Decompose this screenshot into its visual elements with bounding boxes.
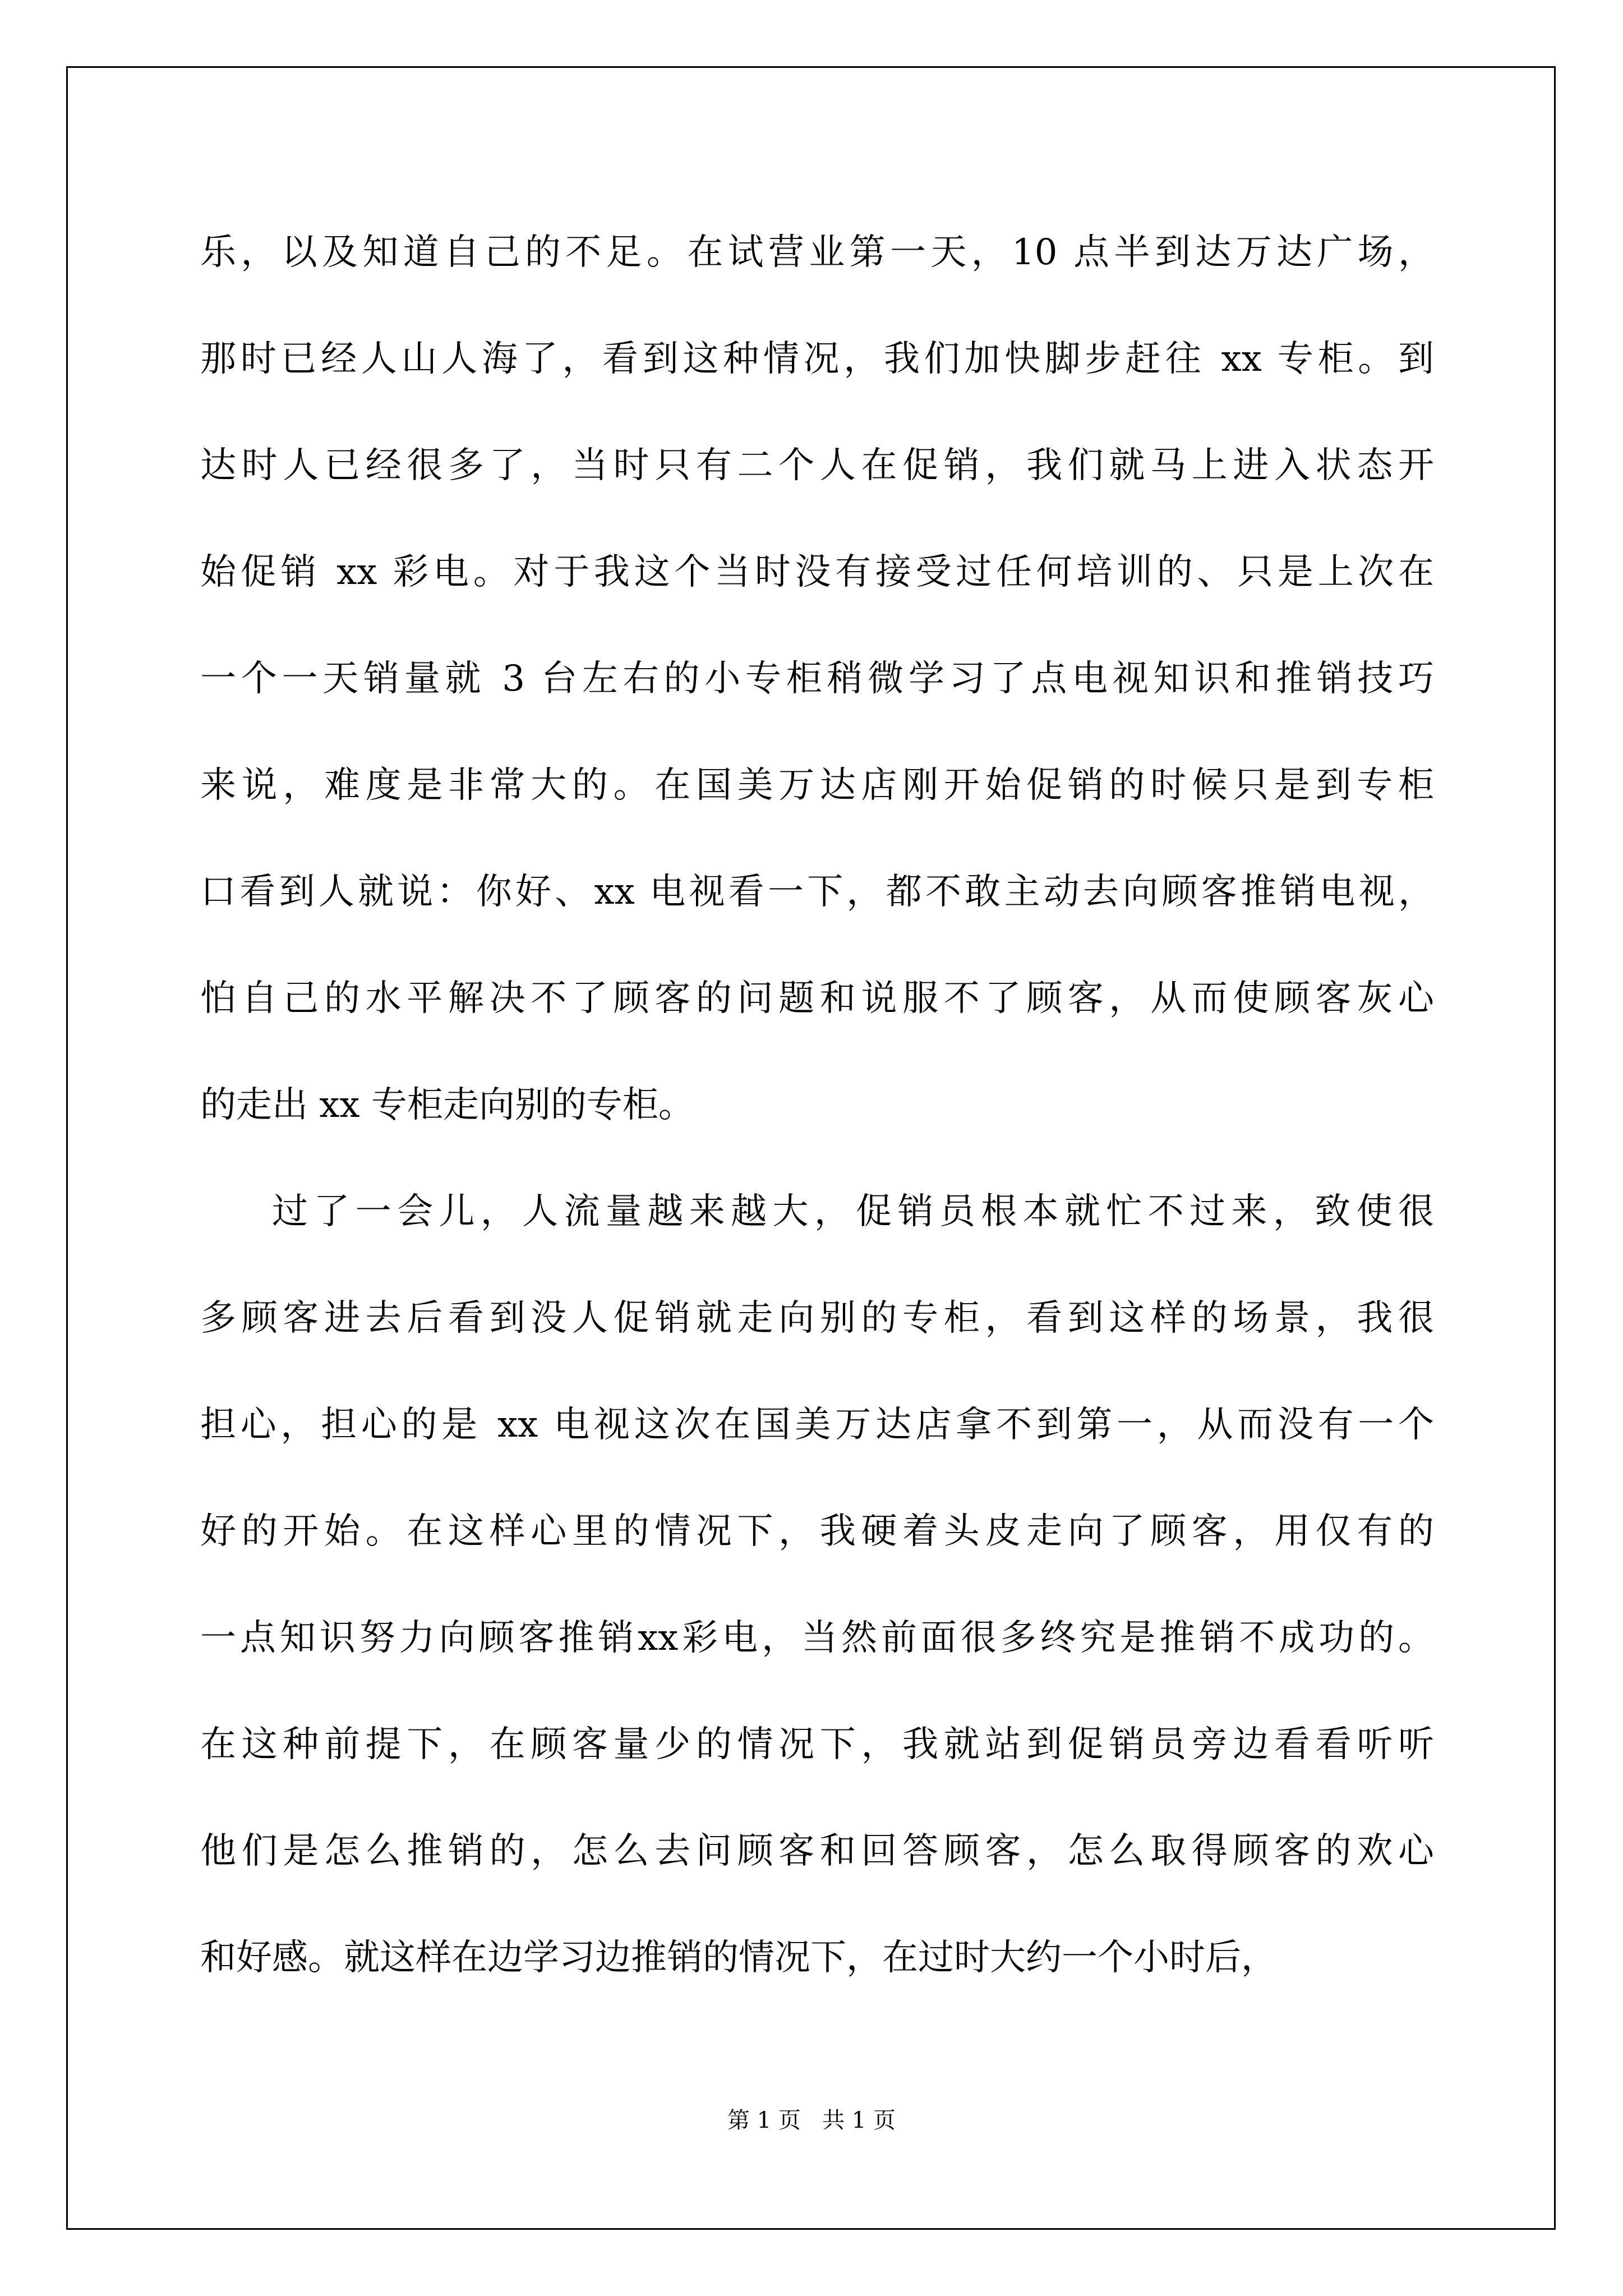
paragraph-1-line-6: 来说，难度是非常大的。在国美万达店刚开始促销的时候只是到专柜 <box>200 765 1434 806</box>
page-footer <box>0 2102 1623 2134</box>
paragraph-2-line-3: 担心，担心的是 xx 电视这次在国美万达店拿不到第一，从而没有一个 <box>200 1404 1434 1446</box>
paragraph-1-line-5: 一个一天销量就 3 台左右的小专柜稍微学习了点电视知识和推销技巧 <box>200 658 1434 700</box>
paragraph-2-line-2: 多顾客进去后看到没人促销就走向别的专柜，看到这样的场景，我很 <box>200 1297 1434 1339</box>
paragraph-1-line-4: 始促销 xx 彩电。对于我这个当时没有接受过任何培训的、只是上次在 <box>200 551 1434 593</box>
paragraph-1-line-1: 乐，以及知道自己的不足。在试营业第一天，10 点半到达万达广场， <box>200 232 1434 273</box>
paragraph-1-line-2: 那时已经人山人海了，看到这种情况，我们加快脚步赶往 xx 专柜。到 <box>200 338 1434 380</box>
paragraph-2-line-1: 过了一会儿，人流量越来越大，促销员根本就忙不过来，致使很 <box>272 1191 1434 1232</box>
paragraph-1-line-8: 怕自己的水平解决不了顾客的问题和说服不了顾客，从而使顾客灰心 <box>200 978 1434 1019</box>
paragraph-2-line-8: 和好感。就这样在边学习边推销的情况下，在过时大约一个小时后， <box>200 1937 1277 1978</box>
paragraph-1-line-9: 的走出 xx 专柜走向别的专柜。 <box>200 1084 694 1126</box>
paragraph-1-line-7: 口看到人就说：你好、xx 电视看一下，都不敢主动去向顾客推销电视， <box>200 871 1434 913</box>
page-border <box>66 66 1556 2230</box>
paragraph-2-line-7: 他们是怎么推销的，怎么去问顾客和回答顾客，怎么取得顾客的欢心 <box>200 1830 1434 1872</box>
paragraph-1-line-3: 达时人已经很多了，当时只有二个人在促销，我们就马上进入状态开 <box>200 445 1434 486</box>
paragraph-2-line-5: 一点知识努力向顾客推销xx彩电，当然前面很多终究是推销不成功的。 <box>200 1617 1434 1659</box>
page-number-label: 第 1 页 <box>727 2108 801 2133</box>
paragraph-2-line-6: 在这种前提下，在顾客量少的情况下，我就站到促销员旁边看看听听 <box>200 1724 1434 1765</box>
paragraph-2-line-4: 好的开始。在这样心里的情况下，我硬着头皮走向了顾客，用仅有的 <box>200 1511 1434 1552</box>
total-pages-label: 共 1 页 <box>822 2108 896 2133</box>
